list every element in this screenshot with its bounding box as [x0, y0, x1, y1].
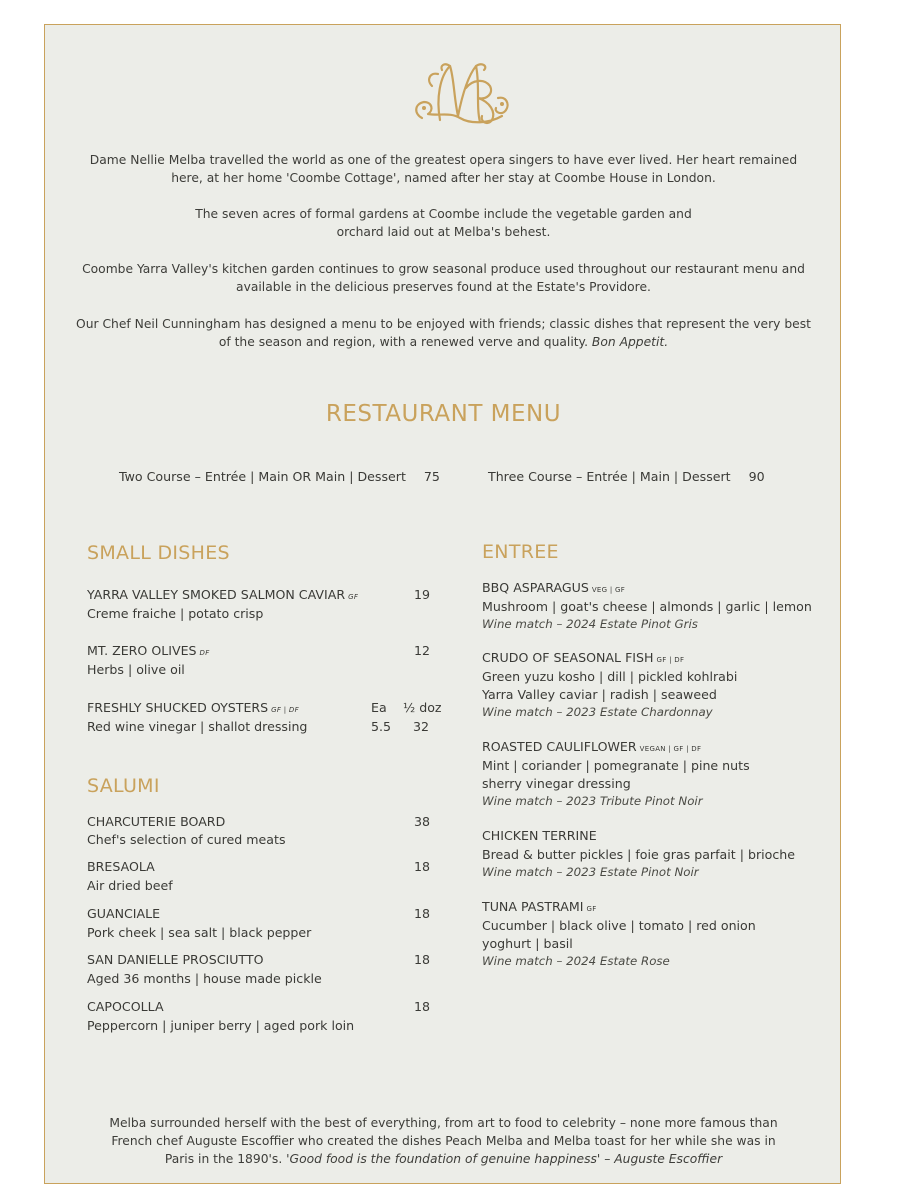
dish-description: Cucumber | black olive | tomato | red onion: [482, 918, 756, 933]
dish-price: 18: [413, 952, 430, 967]
dish-description: Pork cheek | sea salt | black pepper: [87, 925, 312, 940]
wine-match: Wine match – 2023 Estate Chardonnay: [482, 705, 713, 719]
dish-name: SAN DANIELLE PROSCIUTTO: [87, 952, 264, 967]
dish-name: [482, 650, 684, 665]
dish-description: yoghurt | basil: [482, 936, 573, 951]
intro-2-line-1: The seven acres of formal gardens at Coombe include the vegetable garden and: [195, 207, 692, 221]
dish-name: [482, 739, 701, 754]
dish-title: ROASTED CAULIFLOWER: [482, 739, 637, 754]
dish-name: [87, 643, 210, 658]
dish-title: CRUDO OF SEASONAL FISH: [482, 650, 654, 665]
dish-name: GUANCIALE: [87, 906, 161, 921]
intro-3-line-2: available in the delicious preserves found at the Estate's Providore.: [236, 280, 651, 294]
oyster-half-dozen-price: 32: [413, 719, 430, 734]
dish-name: CHICKEN TERRINE: [482, 828, 597, 843]
oyster-half-dozen-label: ½ doz: [403, 700, 442, 715]
intro-2-line-2: orchard laid out at Melba's behest.: [336, 225, 551, 239]
section-heading-small-dishes: SMALL DISHES: [87, 542, 230, 564]
intro-4-line-2: of the season and region, with a renewed verve and quality.: [218, 335, 588, 349]
footer-paragraph: [45, 1114, 842, 1168]
dish-title: MT. ZERO OLIVES: [87, 643, 197, 658]
dietary-tag: VEGAN | GF | DF: [639, 745, 702, 753]
course-three-label: Three Course – Entrée | Main | Dessert: [488, 469, 731, 484]
footer-line-3: Paris in the 1890's.: [164, 1152, 283, 1166]
dish-description: Bread & butter pickles | foie gras parfait | brioche: [482, 847, 795, 862]
nm-monogram-logo-icon: [410, 58, 515, 133]
dish-title: FRESHLY SHUCKED OYSTERS: [87, 700, 269, 715]
dish-description: Herbs | olive oil: [87, 662, 185, 677]
dish-description: Peppercorn | juniper berry | aged pork loin: [87, 1018, 355, 1033]
dish-title: TUNA PASTRAMI: [482, 899, 584, 914]
dish-price: 18: [413, 999, 430, 1014]
wine-match: Wine match – 2024 Estate Rose: [482, 954, 670, 968]
dish-description: Creme fraiche | potato crisp: [87, 606, 264, 621]
dish-name: [87, 700, 299, 715]
footer-line-2: French chef Auguste Escoffier who created the dishes Peach Melba and Melba toast for her while she was in: [111, 1134, 776, 1148]
dietary-tag: GF: [348, 593, 359, 601]
dish-description: Mint | coriander | pomegranate | pine nuts: [482, 758, 750, 773]
oyster-each-label: Ea: [371, 700, 387, 715]
oyster-each-price: 5.5: [371, 719, 392, 734]
dish-description: Air dried beef: [87, 878, 173, 893]
dish-name: BRESAOLA: [87, 859, 155, 874]
dietary-tag: DF: [199, 649, 210, 657]
dish-description: Mushroom | goat's cheese | almonds | garlic | lemon: [482, 599, 812, 614]
intro-3-line-1: Coombe Yarra Valley's kitchen garden continues to grow seasonal produce used throughout our restaurant menu and: [82, 262, 805, 276]
dietary-tag: GF | DF: [656, 656, 685, 664]
dish-name: CAPOCOLLA: [87, 999, 164, 1014]
dish-name: [87, 587, 358, 602]
intro-paragraph-1: [45, 151, 842, 187]
intro-1-line-1: Dame Nellie Melba travelled the world as one of the greatest opera singers to have ever lived. Her heart remained: [89, 153, 798, 167]
wine-match: Wine match – 2023 Tribute Pinot Noir: [482, 794, 703, 808]
intro-paragraph-3: [45, 260, 842, 296]
intro-paragraph-2: [45, 205, 842, 241]
course-two-price: 75: [423, 469, 440, 484]
dish-price: 38: [413, 814, 430, 829]
intro-paragraph-4: [45, 315, 842, 351]
intro-4-line-1: Our Chef Neil Cunningham has designed a menu to be enjoyed with friends; classic dishes that represent the very best: [76, 317, 811, 331]
section-heading-salumi: SALUMI: [87, 775, 160, 797]
dish-title: YARRA VALLEY SMOKED SALMON CAVIAR: [87, 587, 346, 602]
course-option-three: [488, 469, 765, 484]
course-two-label: Two Course – Entrée | Main OR Main | Dessert: [119, 469, 406, 484]
dietary-tag: GF | DF: [271, 706, 299, 714]
dish-description: Green yuzu kosho | dill | pickled kohlrabi: [482, 669, 738, 684]
dish-price: 18: [413, 859, 430, 874]
dish-description: Chef's selection of cured meats: [87, 832, 286, 847]
dish-price: 12: [413, 643, 430, 658]
menu-page: [44, 24, 841, 1184]
wine-match: Wine match – 2024 Estate Pinot Gris: [482, 617, 698, 631]
dish-description: Yarra Valley caviar | radish | seaweed: [482, 687, 717, 702]
dish-description: Red wine vinegar | shallot dressing: [87, 719, 308, 734]
dish-description: sherry vinegar dressing: [482, 776, 631, 791]
footer-line-1: Melba surrounded herself with the best of everything, from art to food to celebrity – none more famous than: [109, 1116, 778, 1130]
course-three-price: 90: [748, 469, 765, 484]
dietary-tag: VEG | GF: [591, 586, 626, 594]
page-title: RESTAURANT MENU: [325, 401, 562, 427]
wine-match: Wine match – 2023 Estate Pinot Noir: [482, 865, 699, 879]
dish-price: 18: [413, 906, 430, 921]
dish-name: CHARCUTERIE BOARD: [87, 814, 226, 829]
section-heading-entree: ENTREE: [482, 541, 559, 563]
dish-price: 19: [413, 587, 430, 602]
dietary-tag: GF: [586, 905, 597, 913]
dish-name: [482, 899, 597, 914]
dish-description: Aged 36 months | house made pickle: [87, 971, 322, 986]
dish-name: [482, 580, 625, 595]
intro-1-line-2: here, at her home 'Coombe Cottage', named after her stay at Coombe House in London.: [171, 171, 716, 185]
bon-appetit: Bon Appetit.: [591, 335, 669, 349]
course-option-two: [119, 469, 440, 484]
escoffier-quote: 'Good food is the foundation of genuine happiness' – Auguste Escoffier: [286, 1152, 723, 1166]
dish-title: BBQ ASPARAGUS: [482, 580, 589, 595]
